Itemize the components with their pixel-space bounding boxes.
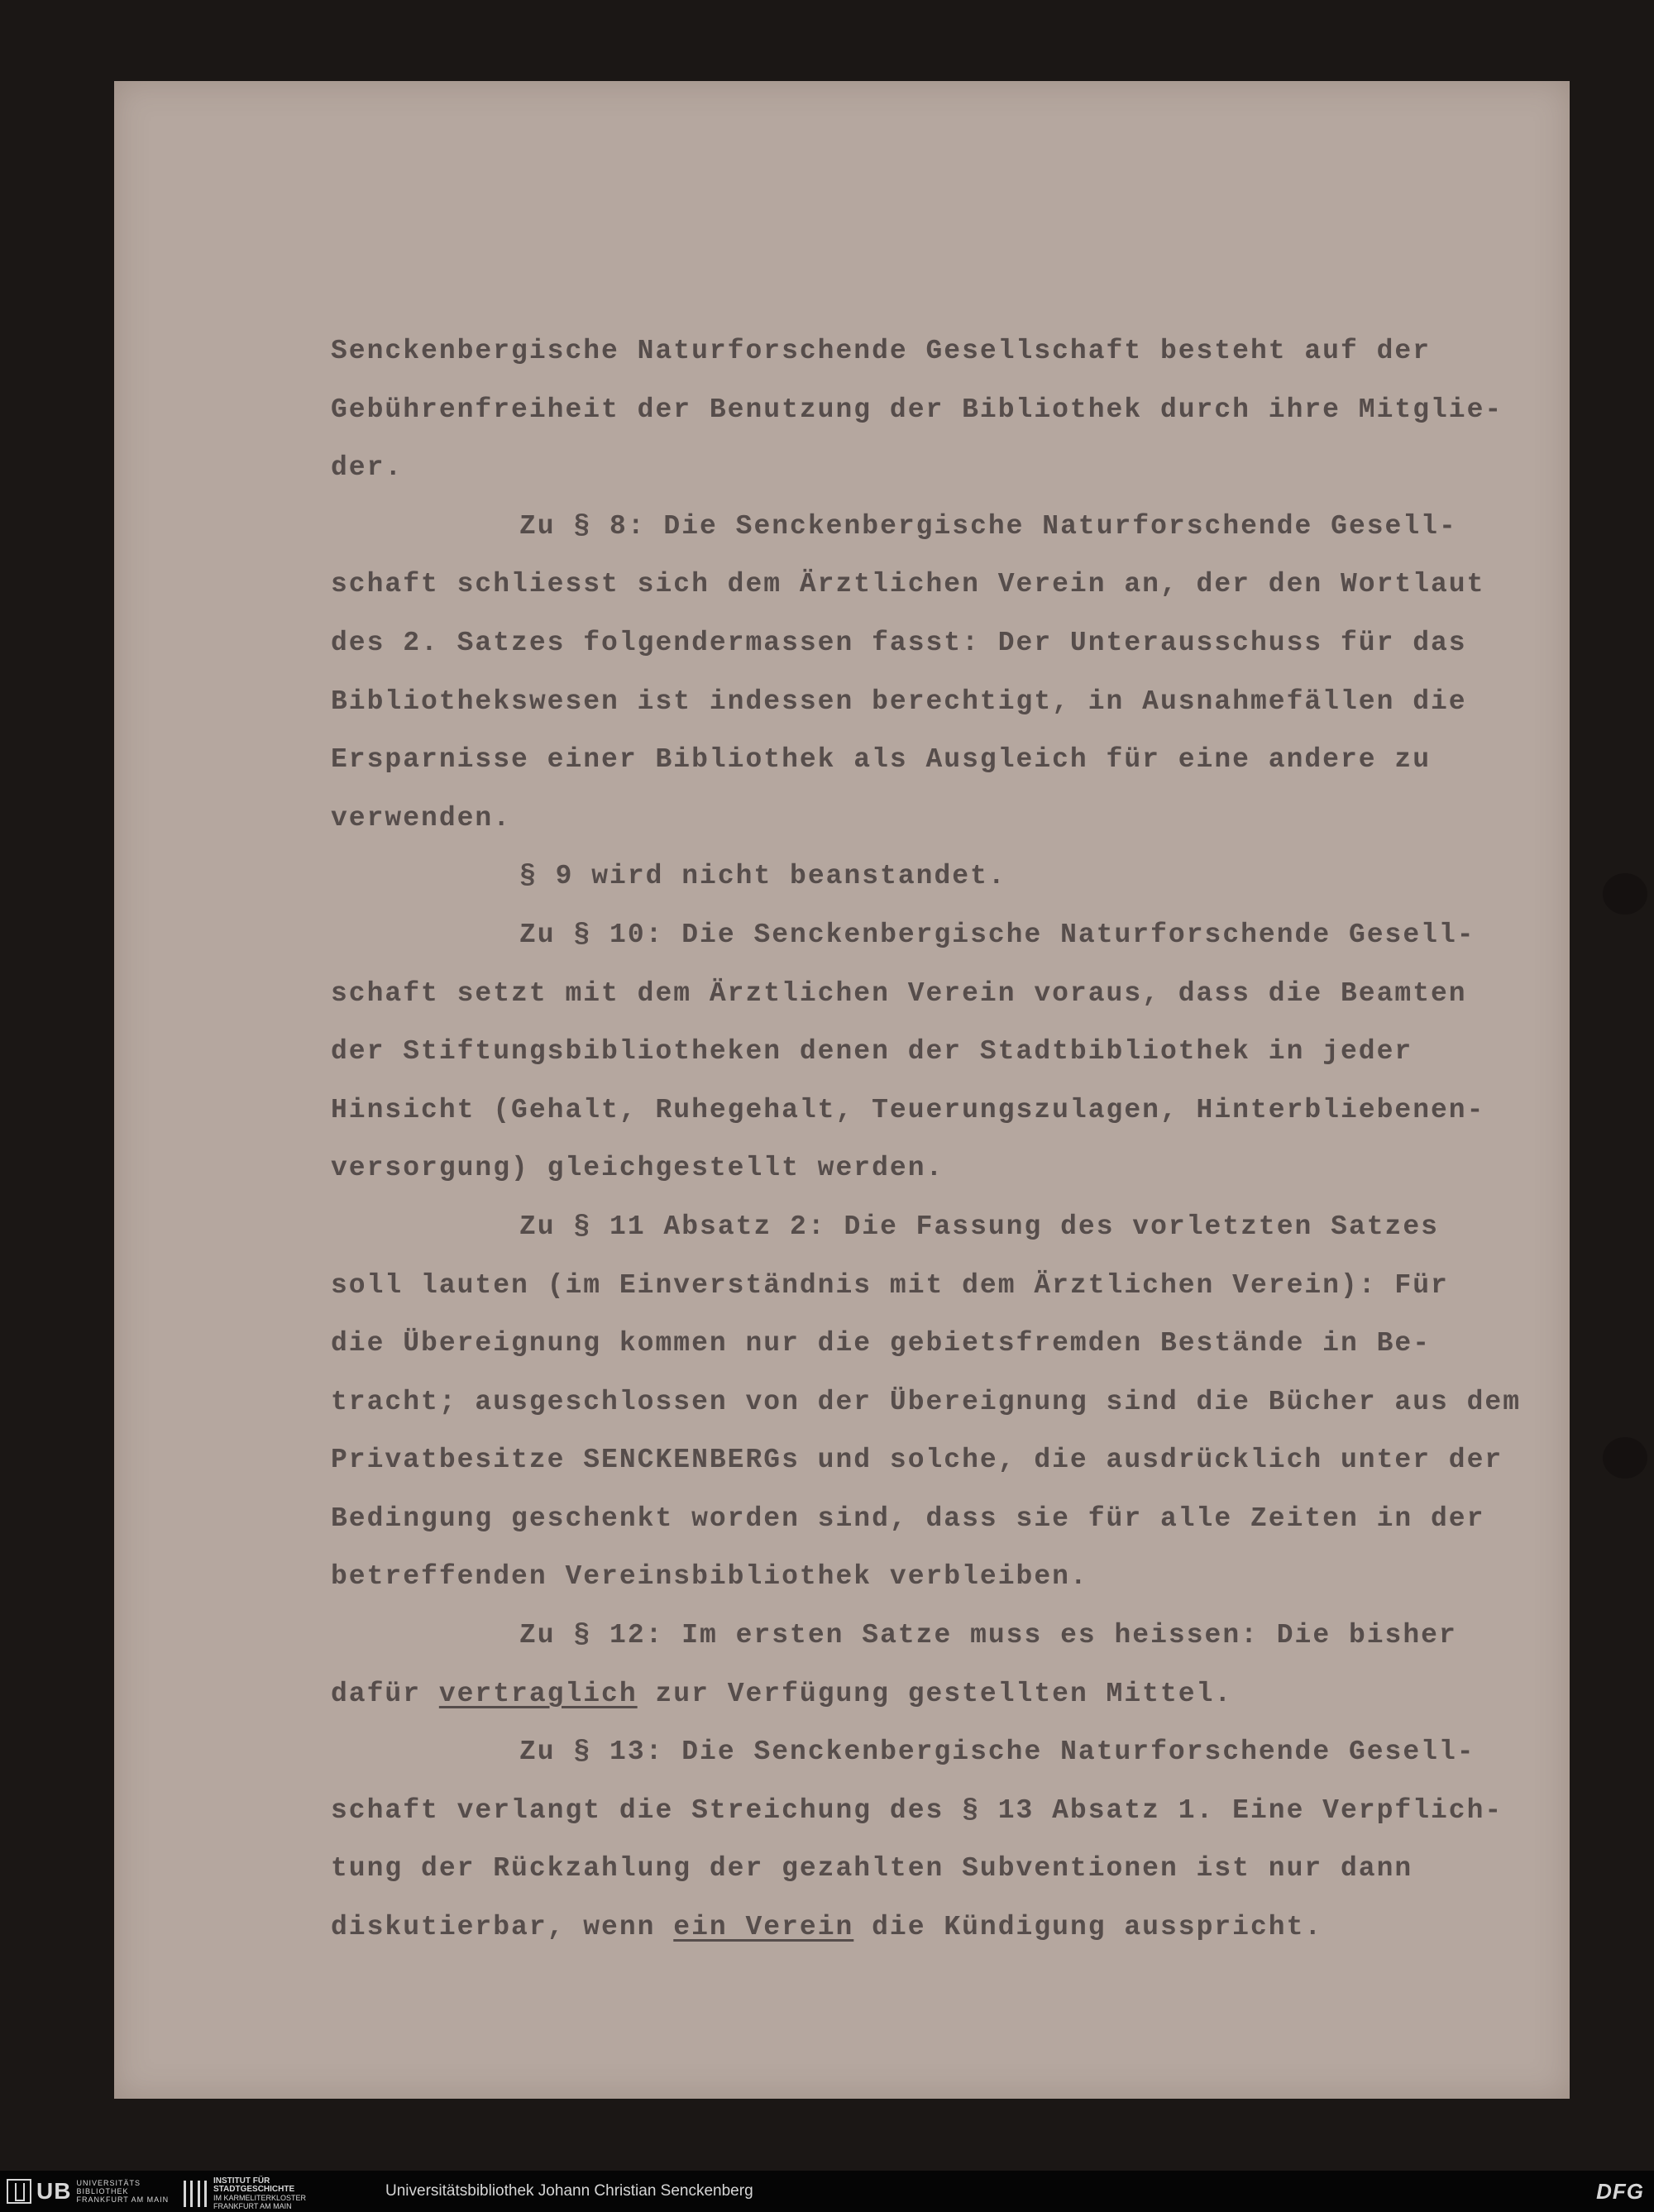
ub-subtitle [76,2179,169,2204]
punch-hole-icon [1603,873,1647,915]
text-line: tung der Rückzahlung der gezahlten Subventionen ist nur dann [331,1853,1413,1885]
text-line: Bedingung geschenkt worden sind, dass sie für alle Zeiten in der [331,1503,1485,1534]
institute-line: IM KARMELITERKLOSTER [213,2194,307,2202]
text-line: schaft schliesst sich dem Ärztlichen Verein an, der den Wortlaut [331,569,1485,600]
text-line: Hinsicht (Gehalt, Ruhegehalt, Teuerungszulagen, Hinterbliebenen- [331,1094,1485,1125]
text-line: schaft setzt mit dem Ärztlichen Verein voraus, dass die Beamten [331,977,1467,1009]
ub-letters: UB [36,2178,72,2204]
text-line: der. [331,452,404,484]
text-line: Zu § 12: Im ersten Satze muss es heissen: Die bisher [519,1620,1457,1651]
text-line: schaft verlangt die Streichung des § 13 Absatz 1. Eine Verpflich- [331,1794,1503,1826]
institute-line: INSTITUT FÜR [213,2176,270,2186]
ub-line: FRANKFURT AM MAIN [76,2195,170,2204]
text-segment: zur Verfügung gestellten Mittel. [637,1678,1233,1709]
ub-line: UNIVERSITÄTS [76,2179,141,2187]
punch-hole-icon [1603,1437,1647,1479]
dfg-logo: DFG [1596,2179,1644,2204]
text-line: versorgung) gleichgestellt werden. [331,1153,944,1184]
text-line: die Übereignung kommen nur die gebietsfremden Bestände in Be- [331,1328,1431,1359]
text-line: soll lauten (im Einverständnis mit dem Ärztlichen Verein): Für [331,1269,1449,1301]
text-line: der Stiftungsbibliotheken denen der Stadtbibliothek in jeder [331,1036,1413,1068]
text-line [331,1899,1555,1957]
text-line: Zu § 10: Die Senckenbergische Naturforschende Gesell- [519,919,1475,950]
text-line: Senckenbergische Naturforschende Gesellschaft besteht auf der [331,336,1431,366]
text-line: des 2. Satzes folgendermassen fasst: Der Unterausschuss für das [331,627,1467,658]
text-line: Privatbesitze SENCKENBERGs und solche, die ausdrücklich unter der [331,1445,1503,1476]
text-line: tracht; ausgeschlossen von der Übereignung sind die Bücher aus dem [331,1386,1522,1417]
text-line: betreffenden Vereinsbibliothek verbleiben. [331,1561,1088,1593]
footer-title: Universitätsbibliothek Johann Christian Senckenberg [385,2182,753,2200]
ub-logo-icon [7,2179,31,2204]
text-line: verwenden. [331,802,512,834]
text-segment: diskutierbar, wenn [331,1912,674,1943]
text-line: Gebührenfreiheit der Benutzung der Bibliothek durch ihre Mitglie- [331,394,1503,425]
text-line: Zu § 13: Die Senckenbergische Naturforschende Gesell- [519,1737,1475,1768]
underlined-text: ein Verein [673,1912,854,1943]
text-line: Bibliothekswesen ist indessen berechtigt, in Ausnahmefällen die [331,686,1467,717]
institute-logo [184,2177,306,2210]
text-line: § 9 wird nicht beanstandet. [519,861,1006,892]
text-segment: dafür [331,1678,439,1709]
text-line: Zu § 11 Absatz 2: Die Fassung des vorletzten Satzes [519,1211,1439,1242]
text-line [331,1665,1555,1724]
institute-logo-icon [184,2181,207,2207]
institute-line: STADTGESCHICHTE [213,2185,295,2194]
underlined-text: vertraglich [438,1678,638,1709]
text-line: Zu § 8: Die Senckenbergische Naturforschende Gesell- [519,510,1457,542]
institute-text [213,2177,306,2210]
institute-line: FRANKFURT AM MAIN [213,2202,292,2210]
text-line: Ersparnisse einer Bibliothek als Ausgleich für eine andere zu [331,744,1431,776]
ub-logo [7,2177,169,2205]
ub-line: BIBLIOTHEK [76,2187,129,2195]
typewritten-text [331,322,1555,1957]
footer-bar [0,2171,1654,2212]
text-segment: die Kündigung ausspricht. [853,1912,1323,1943]
